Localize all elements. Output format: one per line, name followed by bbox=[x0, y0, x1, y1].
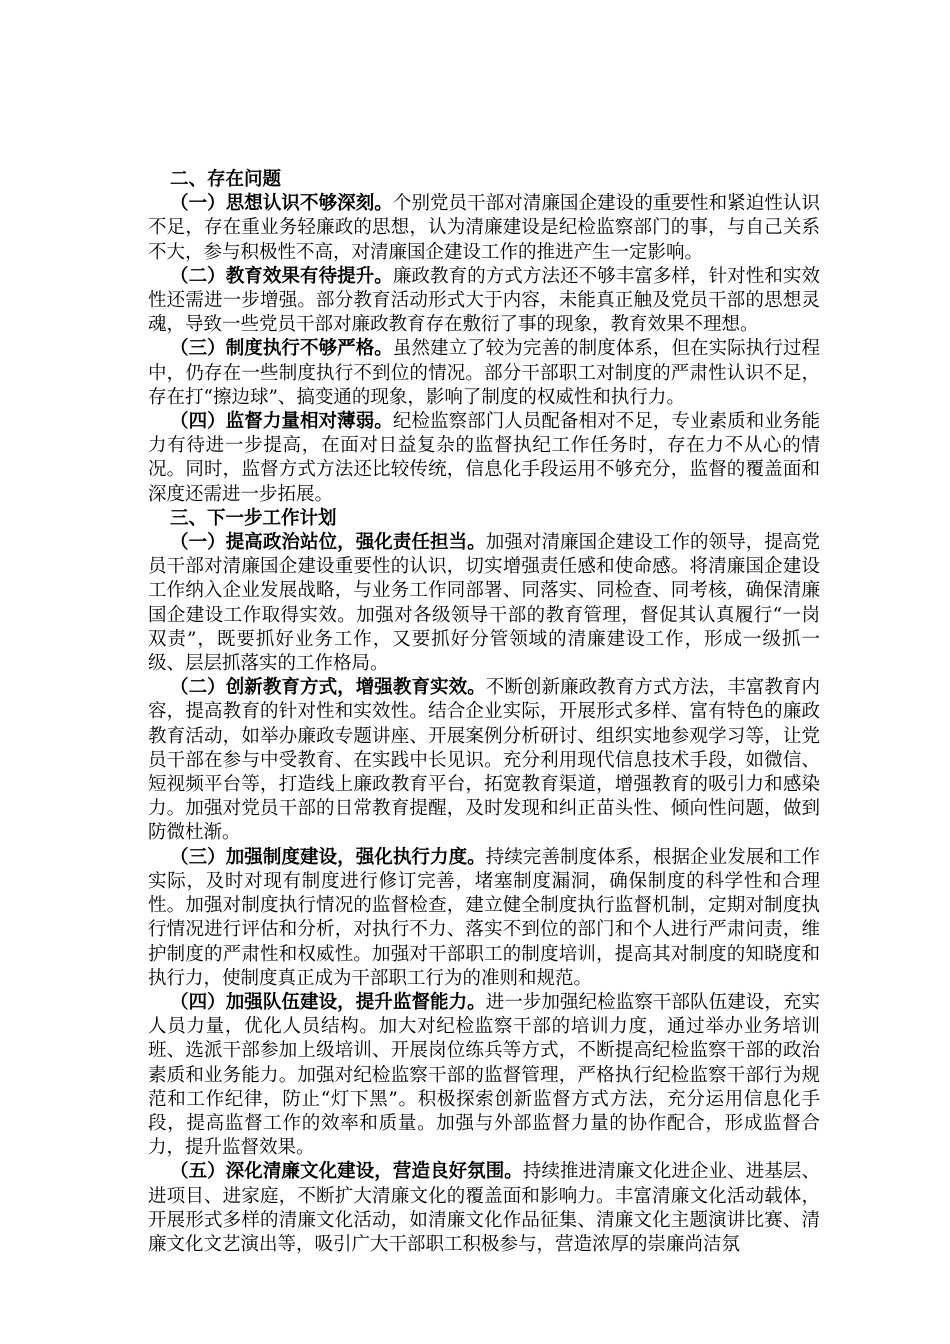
paragraph-plan-3 bbox=[148, 846, 820, 991]
paragraph-problem-2 bbox=[148, 265, 820, 338]
paragraph-title: （二）创新教育方式，增强教育实效。 bbox=[170, 677, 486, 699]
paragraph-title: （四）加强队伍建设，提升监督能力。 bbox=[170, 991, 486, 1013]
paragraph-title: （三）加强制度建设，强化执行力度。 bbox=[170, 846, 486, 868]
paragraph-body: 纪检监察部门人员配备相对不足，专业素质和业务能力有待进一步提高，在面对日益复杂的监督执纪工作任务时，存在力不从心的情况。同时，监督方式方法还比较传统，信息化手段运用不够充分，监督的覆盖面和深度还需进一步拓展。 bbox=[148, 411, 820, 505]
paragraph-body: 虽然建立了较为完善的制度体系，但在实际执行过程中，仍存在一些制度执行不到位的情况。部分干部职工对制度的严肃性认识不足，存在打“擦边球”、搞变通的现象，影响了制度的权威性和执行力。 bbox=[148, 338, 820, 408]
paragraph-problem-4 bbox=[148, 410, 820, 507]
paragraph-body: 不断创新廉政教育方式方法，丰富教育内容，提高教育的针对性和实效性。结合企业实际，开展形式多样、富有特色的廉政教育活动，如举办廉政专题讲座、开展案例分析研讨、组织实地参观学习等，让党员干部在参与中受教育、在实践中长见识。充分利用现代信息技术手段，如微信、短视频平台等，打造线上廉政教育平台，拓宽教育渠道，增强教育的吸引力和感染力。加强对党员干部的日常教育提醒，及时发现和纠正苗头性、倾向性问题，做到防微杜渐。 bbox=[148, 677, 820, 844]
paragraph-title: （五）深化清廉文化建设，营造良好氛围。 bbox=[170, 1161, 523, 1183]
paragraph-title: （一）思想认识不够深刻。 bbox=[170, 193, 393, 215]
paragraph-body: 廉政教育的方式方法还不够丰富多样，针对性和实效性还需进一步增强。部分教育活动形式大于内容，未能真正触及党员干部的思想灵魂，导致一些党员干部对廉政教育存在敷衍了事的现象，教育效果不理想。 bbox=[148, 265, 820, 336]
paragraph-body: 进一步加强纪检监察干部队伍建设，充实人员力量，优化人员结构。加大对纪检监察干部的培训力度，通过举办业务培训班、选派干部参加上级培训、开展岗位练兵等方式，不断提高纪检监察干部的政治素质和业务能力。加强对纪检监察干部的监督管理，严格执行纪检监察干部行为规范和工作纪律，防止“灯下黑”。积极探索创新监督方式方法，充分运用信息化手段，提高监督工作的效率和质量。加强与外部监督力量的协作配合，形成监督合力，提升监督效果。 bbox=[148, 991, 820, 1159]
paragraph-body: 持续完善制度体系，根据企业发展和工作实际，及时对现有制度进行修订完善，堵塞制度漏洞，确保制度的科学性和合理性。加强对制度执行情况的监督检查，建立健全制度执行监督机制，定期对制度执行情况进行评估和分析，对执行不力、落实不到位的部门和个人进行严肃问责，维护制度的严肃性和权威性。加强对干部职工的制度培训，提高其对制度的知晓度和执行力，使制度真正成为干部职工行为的准则和规范。 bbox=[148, 846, 820, 989]
paragraph-title: （二）教育效果有待提升。 bbox=[170, 265, 393, 287]
document-page bbox=[148, 168, 820, 1257]
paragraph-problem-3 bbox=[148, 337, 820, 410]
paragraph-title: （三）制度执行不够严格。 bbox=[170, 338, 393, 360]
paragraph-problem-1 bbox=[148, 192, 820, 265]
section-heading-plan: 三、下一步工作计划 bbox=[170, 507, 337, 529]
paragraph-body: 加强对清廉国企建设工作的领导，提高党员干部对清廉国企建设重要性的认识，切实增强责任感和使命感。将清廉国企建设工作纳入企业发展战略，与业务工作同部署、同落实、同检查、同考核，确保清廉国企建设工作取得实效。加强对各级领导干部的教育管理，督促其认真履行“一岗双责”，既要抓好业务工作，又要抓好分管领域的清廉建设工作，形成一级抓一级、层层抓落实的工作格局。 bbox=[148, 532, 820, 675]
paragraph-title: （四）监督力量相对薄弱。 bbox=[170, 411, 393, 433]
paragraph-plan-4 bbox=[148, 991, 820, 1160]
paragraph-plan-5 bbox=[148, 1160, 820, 1257]
paragraph-body: 持续推进清廉文化进企业、进基层、进项目、进家庭，不断扩大清廉文化的覆盖面和影响力。丰富清廉文化活动载体，开展形式多样的清廉文化活动，如清廉文化作品征集、清廉文化主题演讲比赛、清廉文化文艺演出等，吸引广大干部职工积极参与，营造浓厚的崇廉尚洁氛 bbox=[148, 1161, 820, 1255]
paragraph-body: 个别党员干部对清廉国企建设的重要性和紧迫性认识不足，存在重业务轻廉政的思想，认为清廉建设是纪检监察部门的事，与自己关系不大，参与积极性不高，对清廉国企建设工作的推进产生一定影响。 bbox=[148, 193, 820, 263]
paragraph-plan-2 bbox=[148, 676, 820, 845]
paragraph-plan-1 bbox=[148, 531, 820, 676]
paragraph-title: （一）提高政治站位，强化责任担当。 bbox=[170, 532, 486, 554]
section-heading-problems: 二、存在问题 bbox=[170, 169, 282, 190]
